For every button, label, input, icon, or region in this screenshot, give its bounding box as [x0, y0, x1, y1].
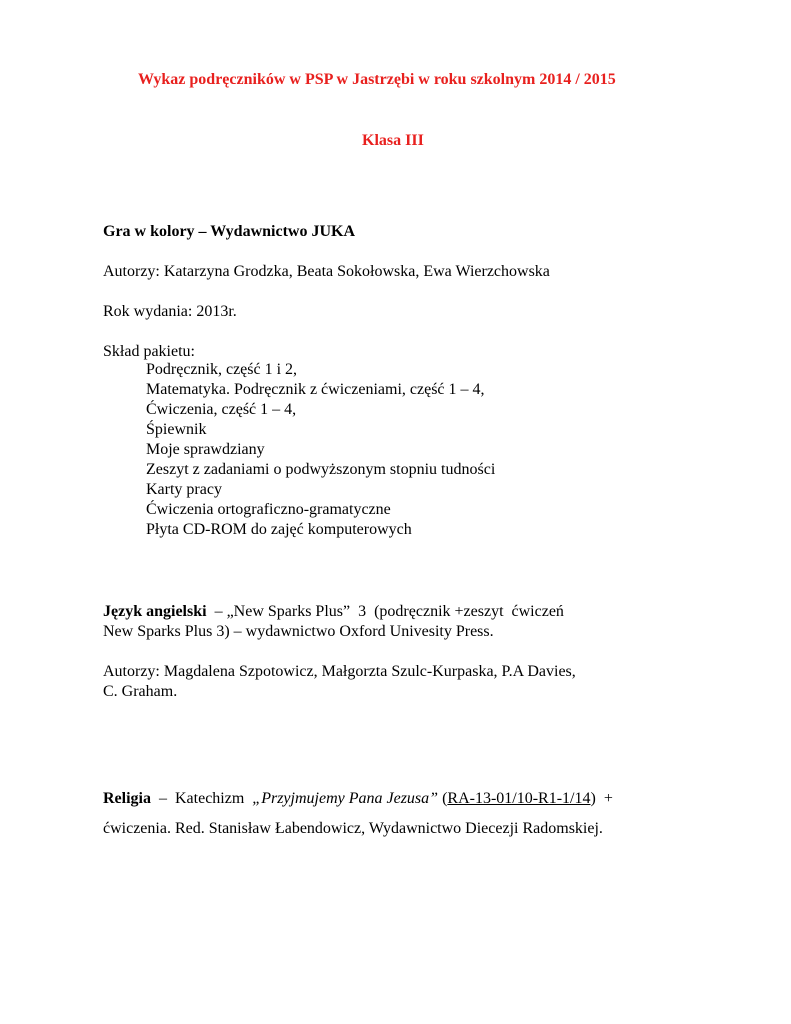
list-item: Podręcznik, część 1 i 2,: [146, 361, 298, 378]
section1-package-label: Skład pakietu:: [103, 343, 195, 360]
list-item: Karty pracy: [146, 481, 222, 498]
section3-subject: Religia: [103, 790, 151, 807]
section3-line2: ćwiczenia. Red. Stanisław Łabendowicz, Wydawnictwo Diecezji Radomskiej.: [103, 820, 603, 837]
section3-title: „Przyjmujemy Pana Jezusa”: [252, 790, 439, 807]
list-item: Śpiewnik: [146, 421, 207, 438]
section1-authors: Autorzy: Katarzyna Grodzka, Beata Sokołowska, Ewa Wierzchowska: [103, 263, 550, 280]
section2-line1: [103, 602, 564, 622]
section3-code: RA-13-01/10-R1-1/14: [447, 790, 591, 807]
section2-line2: New Sparks Plus 3) – wydawnictwo Oxford Univesity Press.: [103, 623, 494, 640]
section2-subject: Język angielski: [103, 603, 207, 620]
section2-authors-line2: C. Graham.: [103, 683, 178, 700]
section3-line1: Religia – Katechizm „Przyjmujemy Pana Jezusa” (RA-13-01/10-R1-1/14) +: [103, 790, 613, 807]
document-title: Wykaz podręczników w PSP w Jastrzębi w roku szkolnym 2014 / 2015: [138, 71, 616, 88]
list-item: Ćwiczenia ortograficzno-gramatyczne: [146, 501, 391, 518]
list-item: Ćwiczenia, część 1 – 4,: [146, 401, 297, 418]
list-item: Płyta CD-ROM do zajęć komputerowych: [146, 521, 412, 538]
list-item: Moje sprawdziany: [146, 441, 265, 458]
package-list: [146, 360, 495, 540]
section3-pre-title: – Katechizm: [151, 790, 253, 807]
section2-authors-line1: Autorzy: Magdalena Szpotowicz, Małgorzta Szulc-Kurpaska, P.A Davies,: [103, 663, 576, 680]
section1-heading: Gra w kolory – Wydawnictwo JUKA: [103, 223, 355, 240]
class-heading: Klasa III: [362, 132, 424, 149]
section1-year: Rok wydania: 2013r.: [103, 303, 237, 320]
section2-line1-rest: – „New Sparks Plus” 3 (podręcznik +zeszyt ćwiczeń: [206, 603, 564, 620]
section3-post-code: +: [595, 790, 613, 807]
list-item: Zeszyt z zadaniami o podwyższonym stopniu tudności: [146, 461, 496, 478]
list-item: Matematyka. Podręcznik z ćwiczeniami, część 1 – 4,: [146, 381, 485, 398]
